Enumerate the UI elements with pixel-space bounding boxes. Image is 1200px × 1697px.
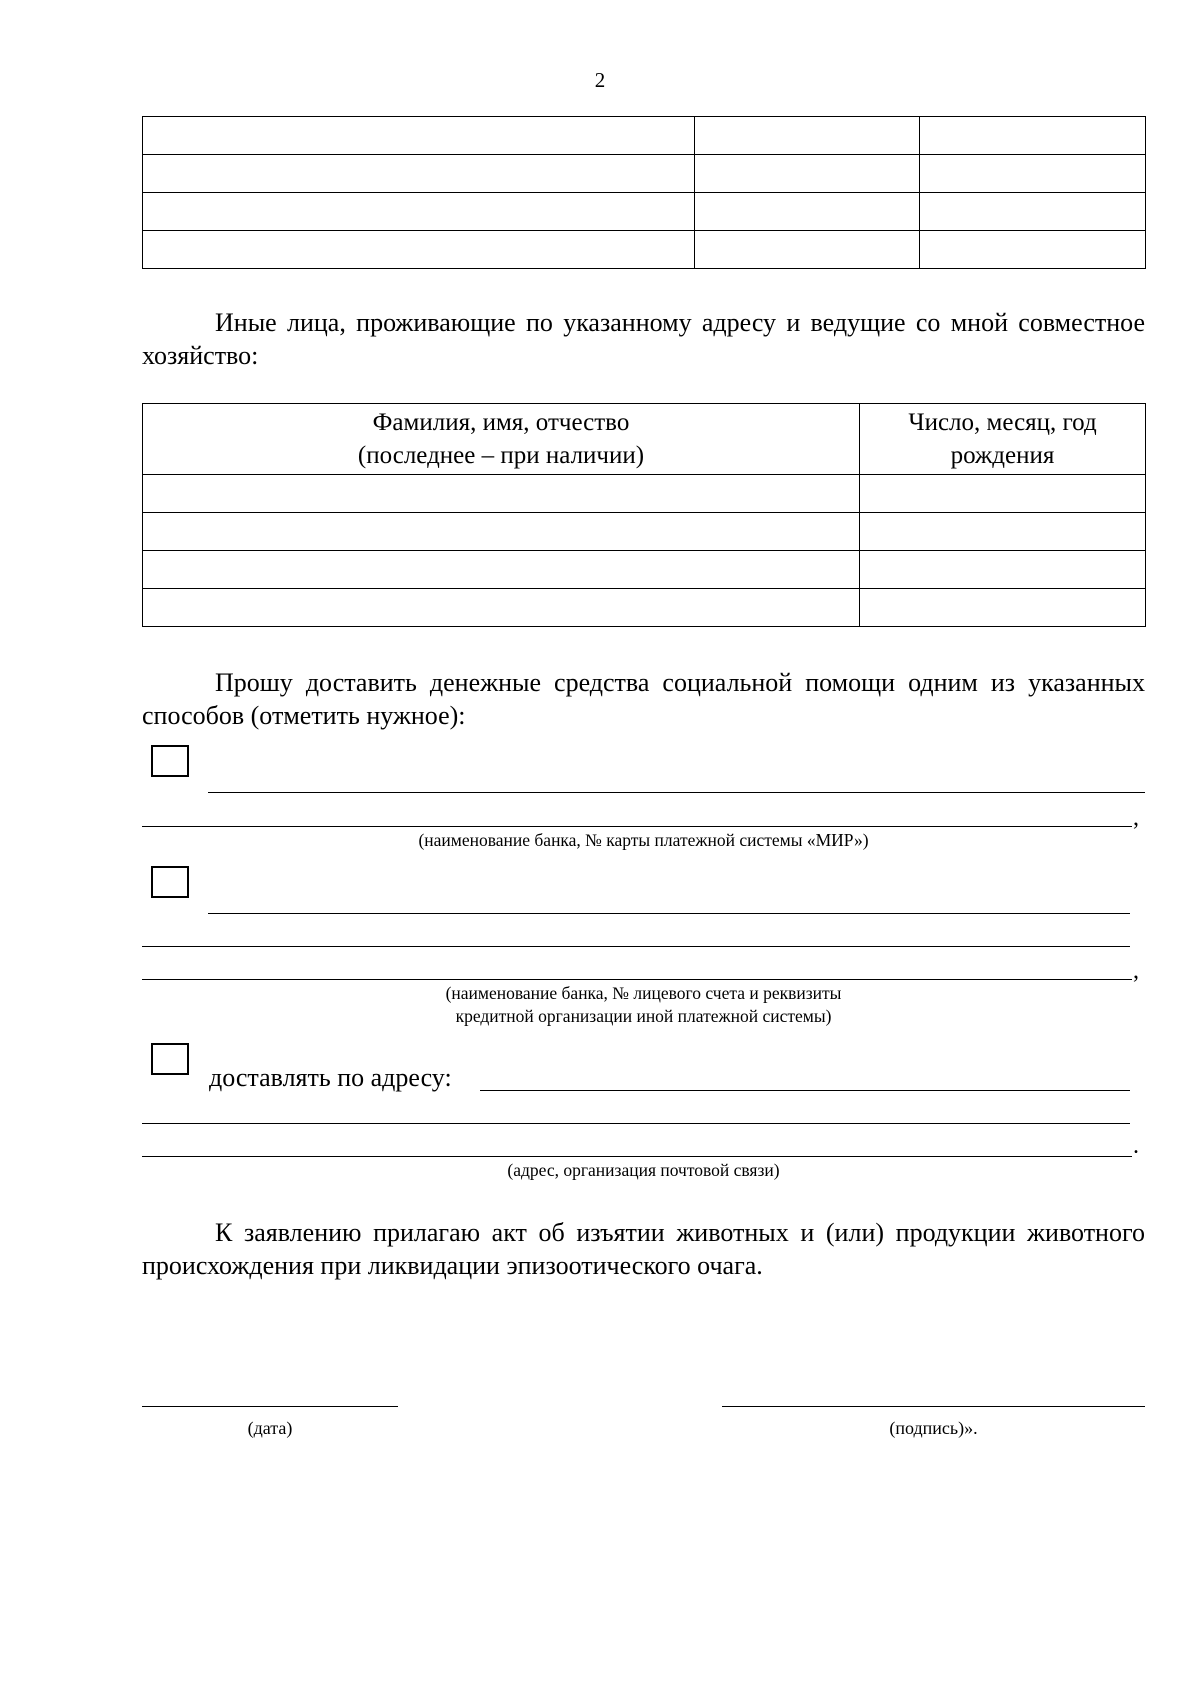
birth-date-header-line1: Число, месяц, год (908, 409, 1097, 436)
option-account-line3[interactable] (142, 979, 1132, 980)
table-cell[interactable] (695, 193, 920, 231)
option-account-checkbox[interactable] (151, 866, 189, 898)
table-cell[interactable] (143, 193, 695, 231)
option-account-comma: , (1133, 958, 1139, 984)
option-card-caption: (наименование банка, № карты платежной системы «МИР») (418, 830, 869, 850)
other-persons-table (142, 403, 1146, 627)
table-row (143, 193, 1146, 231)
option-account-line2[interactable] (142, 946, 1130, 947)
option-account-caption-line1: (наименование банка, № лицевого счета и реквизиты (445, 983, 842, 1003)
option-address-label: доставлять по адресу: (209, 1063, 452, 1092)
birth-date-cell[interactable] (860, 589, 1146, 627)
table-row (143, 551, 1146, 589)
page-number: 2 (594, 68, 606, 92)
attachment-statement: К заявлению прилагаю акт об изъятии животных и (или) продукции животного происхождения при ликвидации эпизоотического очага. (142, 1218, 1145, 1280)
full-name-cell[interactable] (143, 551, 860, 589)
signature-caption: (подпись)». (889, 1418, 978, 1438)
table-cell[interactable] (695, 117, 920, 155)
option-card-comma: , (1133, 805, 1139, 831)
option-account-caption-line2: кредитной организации иной платежной системы) (455, 1006, 832, 1026)
birth-date-cell[interactable] (860, 513, 1146, 551)
option-account-line1[interactable] (208, 913, 1130, 914)
full-name-column-header (143, 404, 860, 475)
full-name-cell[interactable] (143, 475, 860, 513)
table-cell[interactable] (920, 231, 1146, 269)
table-cell[interactable] (920, 193, 1146, 231)
birth-date-cell[interactable] (860, 475, 1146, 513)
table-cell[interactable] (143, 155, 695, 193)
signature-line[interactable] (722, 1406, 1145, 1407)
option-card-checkbox[interactable] (151, 745, 189, 777)
option-address-line2[interactable] (142, 1123, 1130, 1124)
table-row (143, 231, 1146, 269)
table-row (143, 589, 1146, 627)
continuation-table (142, 116, 1146, 269)
table-header-row (143, 404, 1146, 475)
table-cell[interactable] (695, 155, 920, 193)
table-row (143, 475, 1146, 513)
table-cell[interactable] (143, 231, 695, 269)
option-address-line3[interactable] (142, 1156, 1132, 1157)
table-cell[interactable] (143, 117, 695, 155)
option-card-line1[interactable] (208, 792, 1145, 793)
birth-date-header-line2: рождения (950, 442, 1055, 469)
table-row (143, 117, 1146, 155)
full-name-header-line2: (последнее – при наличии) (357, 442, 645, 469)
other-persons-intro: Иные лица, проживающие по указанному адресу и ведущие со мной совместное хозяйство: (142, 308, 1145, 370)
table-row (143, 513, 1146, 551)
delivery-intro: Прошу доставить денежные средства социальной помощи одним из указанных способов (отметить нужное): (142, 668, 1145, 730)
full-name-cell[interactable] (143, 589, 860, 627)
birth-date-column-header (860, 404, 1146, 475)
option-card-line2[interactable] (142, 826, 1132, 827)
table-cell[interactable] (920, 155, 1146, 193)
date-caption: (дата) (247, 1418, 293, 1438)
table-cell[interactable] (920, 117, 1146, 155)
date-line[interactable] (142, 1406, 398, 1407)
option-address-period: . (1133, 1133, 1139, 1159)
full-name-cell[interactable] (143, 513, 860, 551)
option-address-caption: (адрес, организация почтовой связи) (507, 1160, 780, 1180)
birth-date-cell[interactable] (860, 551, 1146, 589)
option-address-checkbox[interactable] (151, 1043, 189, 1075)
table-cell[interactable] (695, 231, 920, 269)
option-address-line1[interactable] (480, 1090, 1130, 1091)
table-row (143, 155, 1146, 193)
full-name-header-line1: Фамилия, имя, отчество (372, 409, 630, 436)
